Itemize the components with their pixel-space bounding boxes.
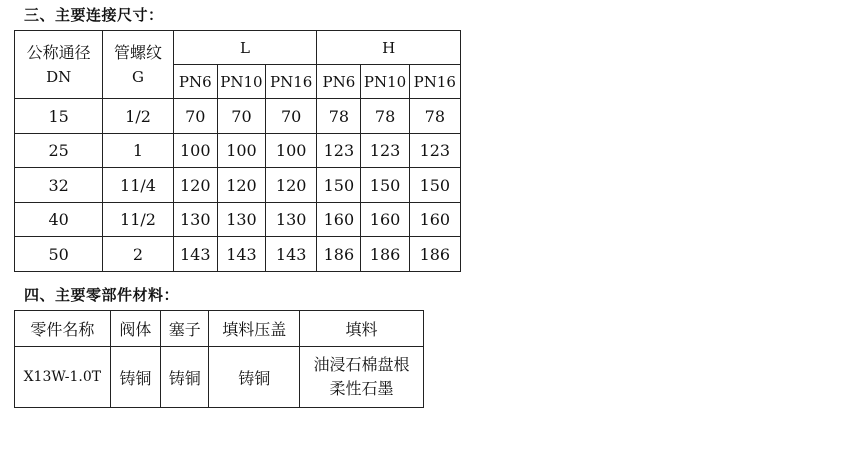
- table-cell: 50: [15, 237, 103, 272]
- table-cell: 11/2: [103, 203, 173, 237]
- table-cell: 150: [317, 168, 361, 203]
- header-part-name: 零件名称: [15, 311, 111, 347]
- table-cell: 186: [409, 237, 460, 272]
- table-cell: 120: [266, 168, 317, 203]
- header-H: H: [317, 31, 461, 65]
- packing-line-2: 柔性石墨: [329, 379, 394, 398]
- table-cell: 120: [217, 168, 265, 203]
- table-cell: 1: [103, 134, 173, 168]
- table-cell: 130: [266, 203, 317, 237]
- table-cell: 2: [103, 237, 173, 272]
- table-cell: 11/4: [103, 168, 173, 203]
- table-cell: 25: [15, 134, 103, 168]
- table-row: [15, 134, 461, 168]
- table-cell: 123: [317, 134, 361, 168]
- table-cell: 143: [266, 237, 317, 272]
- table-cell: 100: [217, 134, 265, 168]
- parts-materials-table: [14, 310, 424, 408]
- header-packing-gland: 填料压盖: [209, 311, 300, 347]
- table-cell: 143: [217, 237, 265, 272]
- table-cell: 40: [15, 203, 103, 237]
- table-cell: 78: [317, 99, 361, 134]
- cell-body-material: 铸铜: [110, 347, 160, 408]
- table-cell: 143: [173, 237, 217, 272]
- table-cell: 70: [217, 99, 265, 134]
- header-g-name: 管螺纹: [114, 42, 163, 62]
- table-cell: 15: [15, 99, 103, 134]
- header-pressure: PN10: [217, 65, 265, 99]
- header-valve-body: 阀体: [110, 311, 160, 347]
- table-cell: 70: [173, 99, 217, 134]
- header-dn-name: 公称通径: [26, 42, 91, 62]
- section-title-dimensions: 三、主要连接尺寸：: [24, 6, 164, 24]
- section-title-materials: 四、主要零部件材料：: [24, 286, 180, 304]
- header-pressure: PN16: [409, 65, 460, 99]
- table-cell: 32: [15, 168, 103, 203]
- table-cell: 150: [361, 168, 409, 203]
- table-cell: 100: [266, 134, 317, 168]
- header-pressure: PN6: [317, 65, 361, 99]
- table-cell: 70: [266, 99, 317, 134]
- table-cell: 130: [217, 203, 265, 237]
- header-packing: 填料: [300, 311, 424, 347]
- table-cell: 123: [409, 134, 460, 168]
- cell-plug-material: 铸铜: [161, 347, 209, 408]
- table-row: [15, 168, 461, 203]
- cell-gland-material: 铸铜: [209, 347, 300, 408]
- table-cell: 160: [409, 203, 460, 237]
- table-row: [15, 237, 461, 272]
- table-cell: 78: [409, 99, 460, 134]
- table-row: [15, 99, 461, 134]
- header-pressure: PN6: [173, 65, 217, 99]
- table-header-row: [15, 311, 424, 347]
- header-pipe-thread: [103, 31, 173, 99]
- header-pressure: PN16: [266, 65, 317, 99]
- table-cell: 186: [361, 237, 409, 272]
- cell-packing-material: [300, 347, 424, 408]
- header-L: L: [173, 31, 317, 65]
- header-dn-code: DN: [46, 67, 72, 86]
- header-g-code: G: [132, 67, 145, 86]
- table-cell: 123: [361, 134, 409, 168]
- packing-line-1: 油浸石棉盘根: [313, 355, 410, 374]
- table-row: [15, 203, 461, 237]
- cell-model: X13W-1.0T: [15, 347, 111, 408]
- header-plug: 塞子: [161, 311, 209, 347]
- connection-dimensions-table: [14, 30, 461, 272]
- table-cell: 150: [409, 168, 460, 203]
- header-nominal-diameter: [15, 31, 103, 99]
- table-cell: 130: [173, 203, 217, 237]
- table-cell: 1/2: [103, 99, 173, 134]
- table-cell: 78: [361, 99, 409, 134]
- table-row: [15, 347, 424, 408]
- table-cell: 160: [317, 203, 361, 237]
- table-cell: 100: [173, 134, 217, 168]
- table-cell: 160: [361, 203, 409, 237]
- table-cell: 120: [173, 168, 217, 203]
- header-pressure: PN10: [361, 65, 409, 99]
- table-cell: 186: [317, 237, 361, 272]
